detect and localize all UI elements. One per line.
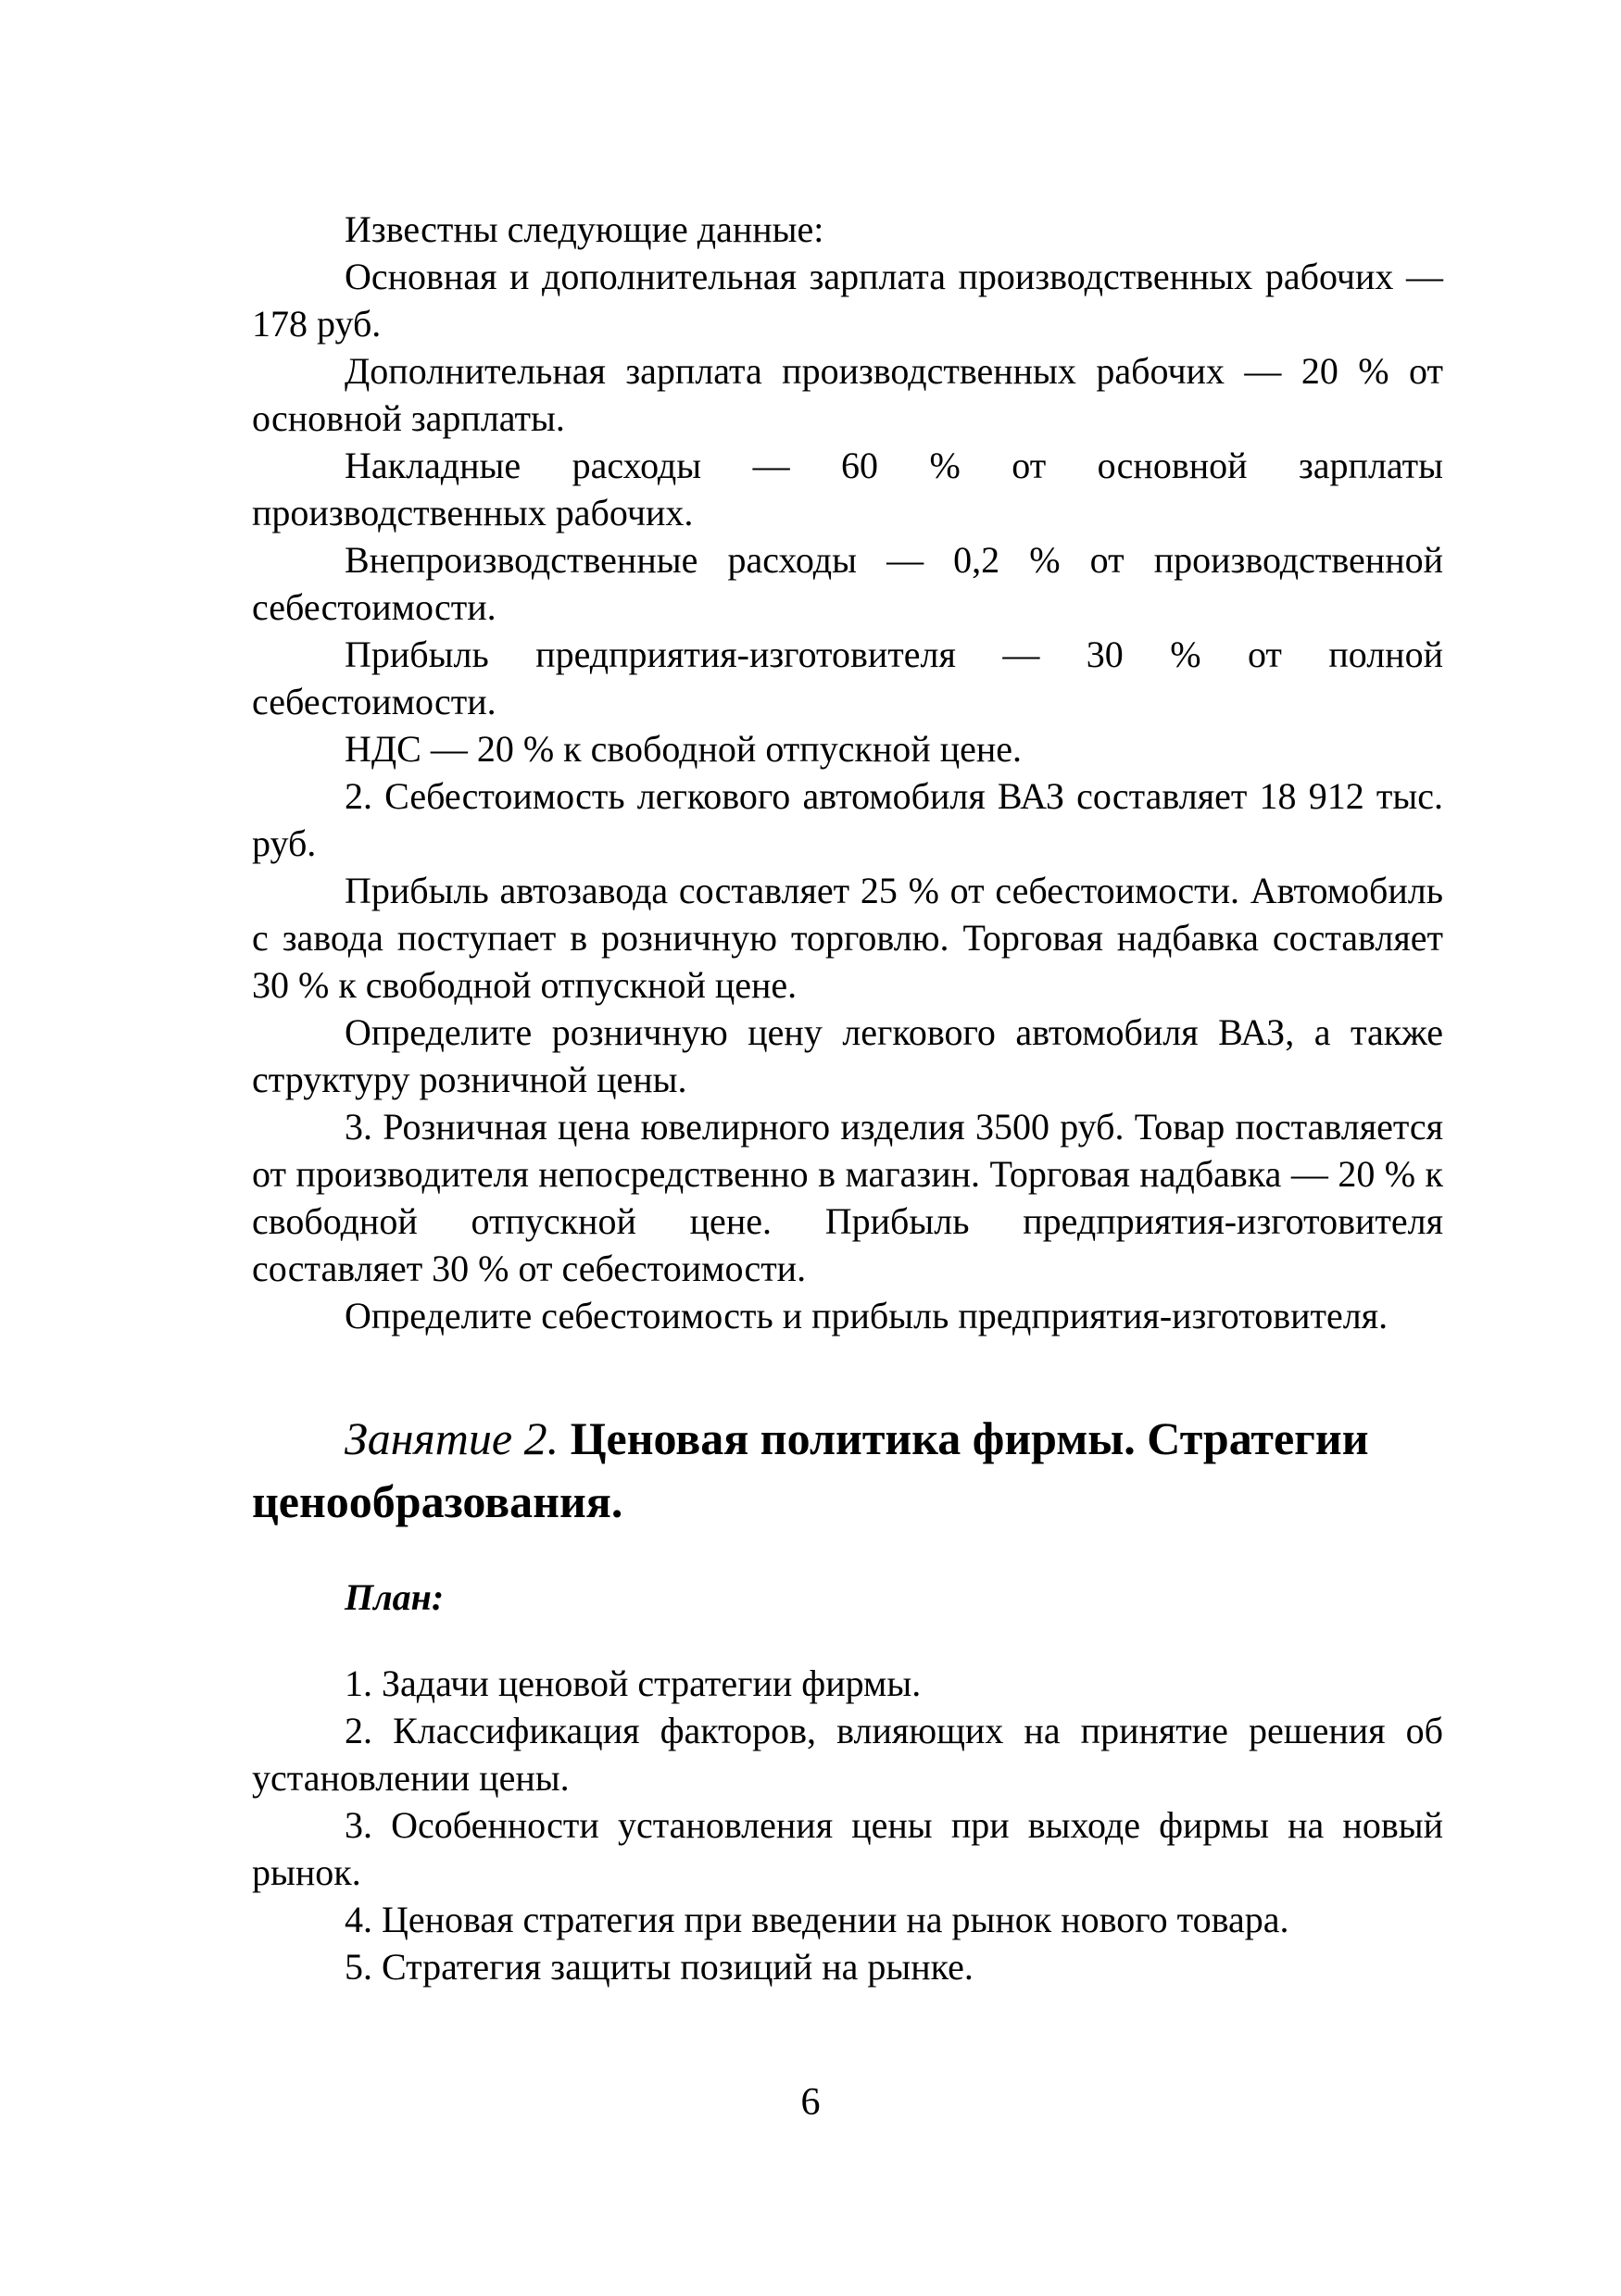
paragraph: 2. Себестоимость легкового автомобиля ВАЗ составляет 18 912 тыс. руб.: [252, 775, 1443, 864]
page-number: 6: [800, 2081, 821, 2124]
plan-list: [252, 1660, 1443, 1990]
paragraph: Дополнительная зарплата производственных рабочих — 20 % от основной зарплаты.: [252, 350, 1443, 439]
plan-label: План:: [345, 1576, 445, 1618]
plan-item: 4. Ценовая стратегия при введении на рынок нового товара.: [345, 1899, 1289, 1940]
paragraph: Определите себестоимость и прибыль предприятия-изготовителя.: [345, 1295, 1389, 1336]
plan-item: 2. Классификация факторов, влияющих на принятие решения об установлении цены.: [252, 1710, 1443, 1799]
paragraph: Известны следующие данные:: [345, 208, 824, 250]
paragraph: Внепроизводственные расходы — 0,2 % от производственной себестоимости.: [252, 539, 1443, 628]
paragraph: Прибыль предприятия-изготовителя — 30 % от полной себестоимости.: [252, 634, 1443, 722]
plan-item: 5. Стратегия защиты позиций на рынке.: [345, 1946, 974, 1988]
paragraph: НДС — 20 % к свободной отпускной цене.: [345, 728, 1023, 770]
paragraph: 3. Розничная цена ювелирного изделия 3500 руб. Товар поставляется от производителя непосредственно в магазин. Торговая надбавка — 20 % к свободной отпускной цене. Прибыль предприятия-изготовителя составляет 30 % от себестоимости.: [252, 1106, 1443, 1289]
section-heading: [252, 1407, 1443, 1533]
paragraph: Определите розничную цену легкового автомобиля ВАЗ, а также структуру розничной цены.: [252, 1011, 1443, 1100]
paragraph: Накладные расходы — 60 % от основной зарплаты производственных рабочих.: [252, 445, 1443, 533]
plan-item: 1. Задачи ценовой стратегии фирмы.: [345, 1662, 922, 1704]
paragraph: Прибыль автозавода составляет 25 % от себестоимости. Автомобиль с завода поступает в розничную торговлю. Торговая надбавка составляет 30 % к свободной отпускной цене.: [252, 870, 1443, 1006]
plan-item: 3. Особенности установления цены при выходе фирмы на новый рынок.: [252, 1804, 1443, 1893]
page-body: [252, 206, 1443, 1990]
lesson-number: Занятие 2.: [345, 1412, 559, 1464]
paragraph: Основная и дополнительная зарплата производственных рабочих — 178 руб.: [252, 256, 1443, 345]
lesson-title: Ценовая политика фирмы. Стратегии ценообразования.: [252, 1412, 1369, 1527]
